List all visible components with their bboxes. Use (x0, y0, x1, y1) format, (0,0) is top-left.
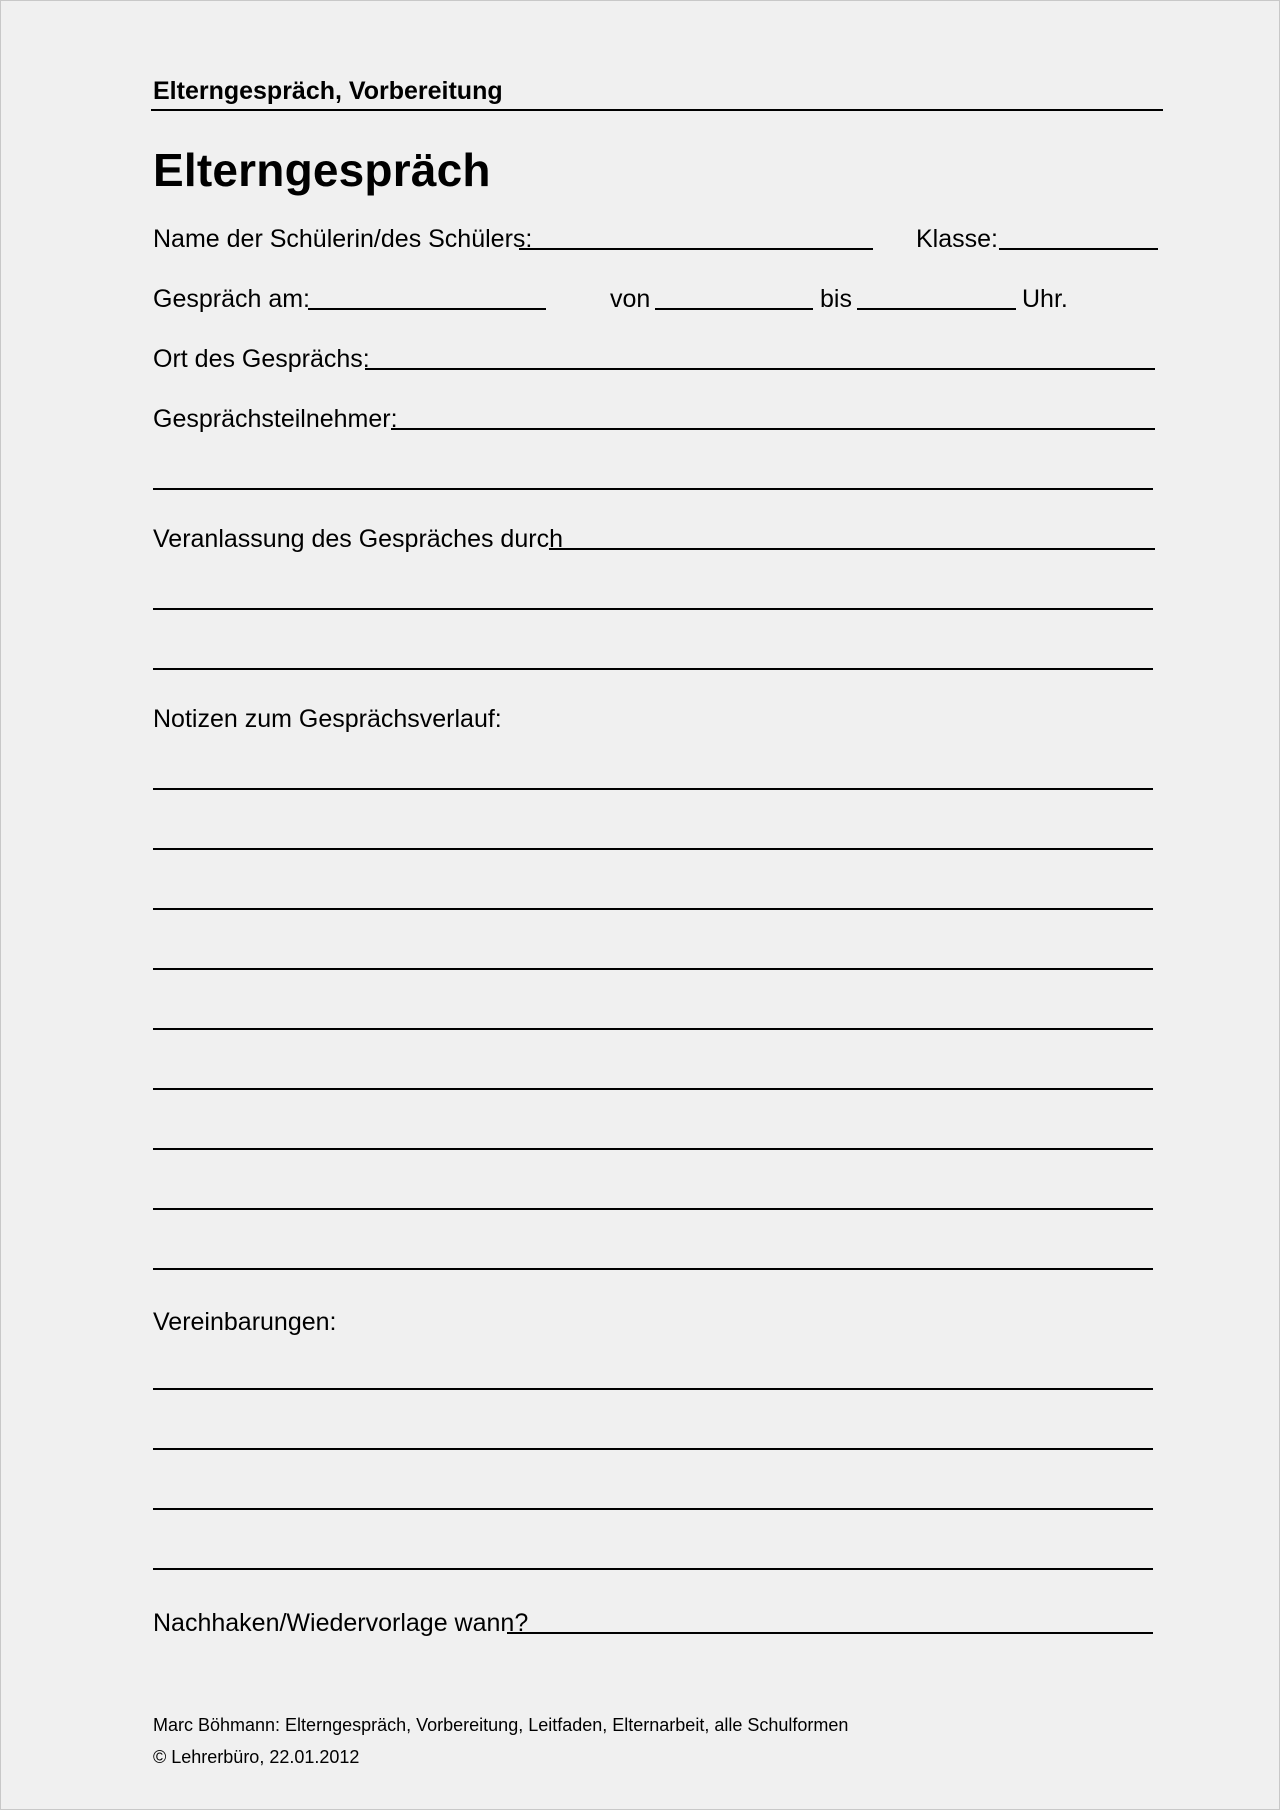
followup-label: Nachhaken/Wiedervorlage wann? (153, 1609, 529, 1637)
class-field[interactable] (999, 248, 1158, 250)
class-label: Klasse: (916, 225, 998, 253)
header-title: Elterngespräch, Vorbereitung (153, 77, 503, 105)
footer-copyright: © Lehrerbüro, 22.01.2012 (153, 1747, 360, 1767)
date-field[interactable] (308, 308, 546, 310)
agreements-line[interactable] (153, 1448, 1153, 1450)
date-label: Gespräch am: (153, 285, 311, 313)
participants-field[interactable] (391, 428, 1155, 430)
agreements-line[interactable] (153, 1508, 1153, 1510)
to-label: bis (820, 285, 852, 313)
notes-line[interactable] (153, 908, 1153, 910)
notes-label: Notizen zum Gesprächsverlauf: (153, 705, 502, 733)
time-from-field[interactable] (655, 308, 813, 310)
agreements-label: Vereinbarungen: (153, 1308, 337, 1336)
footer-credit: Marc Böhmann: Elterngespräch, Vorbereitung, Leitfaden, Elternarbeit, alle Schulformen (153, 1715, 849, 1735)
reason-label: Veranlassung des Gespräches durch (153, 525, 563, 553)
location-field[interactable] (365, 368, 1155, 370)
from-label: von (610, 285, 651, 313)
time-to-field[interactable] (857, 308, 1016, 310)
notes-line[interactable] (153, 968, 1153, 970)
followup-field[interactable] (507, 1632, 1153, 1634)
student-name-label: Name der Schülerin/des Schülers: (153, 225, 533, 253)
notes-line[interactable] (153, 1088, 1153, 1090)
header-rule (151, 109, 1163, 111)
reason-field-line-3[interactable] (153, 668, 1153, 670)
agreements-line[interactable] (153, 1568, 1153, 1570)
form-title: Elterngespräch (153, 144, 491, 196)
notes-line[interactable] (153, 1148, 1153, 1150)
participants-label: Gesprächsteilnehmer: (153, 405, 398, 433)
student-name-field[interactable] (519, 248, 873, 250)
notes-line[interactable] (153, 1268, 1153, 1270)
notes-line[interactable] (153, 1028, 1153, 1030)
notes-line[interactable] (153, 848, 1153, 850)
location-label: Ort des Gesprächs: (153, 345, 370, 373)
reason-field[interactable] (549, 548, 1155, 550)
agreements-line[interactable] (153, 1388, 1153, 1390)
notes-line[interactable] (153, 788, 1153, 790)
notes-line[interactable] (153, 1208, 1153, 1210)
participants-field-line-2[interactable] (153, 488, 1153, 490)
reason-field-line-2[interactable] (153, 608, 1153, 610)
time-unit-label: Uhr. (1022, 285, 1068, 313)
